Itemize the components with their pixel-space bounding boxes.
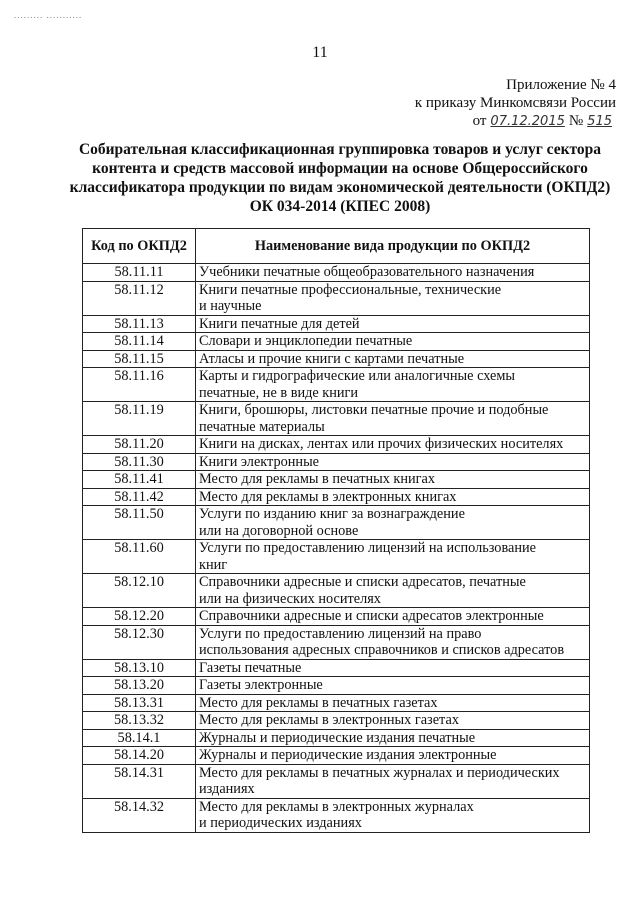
row-code: 58.13.31 (83, 694, 196, 712)
annex-number-label: № (568, 113, 584, 129)
table-row (83, 694, 590, 712)
annex-date-handwritten: 07.12.2015 (490, 114, 565, 129)
row-code: 58.11.16 (83, 368, 196, 402)
table-row (83, 506, 590, 540)
title-line-3: классификатора продукции по видам экономической деятельности (ОКПД2) (69, 179, 611, 196)
header-code: Код по ОКПД2 (83, 229, 196, 264)
row-code: 58.11.60 (83, 540, 196, 574)
row-name: Справочники адресные и списки адресатов электронные (196, 608, 590, 626)
row-code: 58.12.10 (83, 574, 196, 608)
row-code: 58.13.10 (83, 659, 196, 677)
row-code: 58.11.14 (83, 333, 196, 351)
row-name: Место для рекламы в электронных журналах и периодических изданиях (196, 798, 590, 832)
table-row (83, 281, 590, 315)
title-line-4: ОК 034-2014 (КПЕС 2008) (249, 198, 431, 215)
table-row (83, 264, 590, 282)
document-title (60, 140, 620, 216)
row-code: 58.11.15 (83, 350, 196, 368)
row-code: 58.14.1 (83, 729, 196, 747)
table-row (83, 315, 590, 333)
page-number: 11 (312, 44, 328, 61)
table-row (83, 625, 590, 659)
row-code: 58.11.20 (83, 436, 196, 454)
row-name: Учебники печатные общеобразовательного назначения (196, 264, 590, 282)
row-code: 58.14.31 (83, 764, 196, 798)
table-row (83, 764, 590, 798)
table-row (83, 608, 590, 626)
row-code: 58.11.11 (83, 264, 196, 282)
row-code: 58.13.32 (83, 712, 196, 730)
row-name: Справочники адресные и списки адресатов, печатные или на физических носителях (196, 574, 590, 608)
row-code: 58.11.30 (83, 453, 196, 471)
table-body (83, 264, 590, 833)
row-name: Книги печатные профессиональные, технические и научные (196, 281, 590, 315)
annex-header (415, 76, 616, 131)
row-code: 58.11.41 (83, 471, 196, 489)
table-row (83, 747, 590, 765)
table-row (83, 712, 590, 730)
annex-from-label: от (472, 113, 487, 129)
annex-number-handwritten: 515 (587, 114, 612, 129)
table-row (83, 540, 590, 574)
row-name: Услуги по предоставлению лицензий на право использования адресных справочников и списков адресатов (196, 625, 590, 659)
annex-line-3 (415, 112, 616, 131)
table-row (83, 729, 590, 747)
table-row (83, 368, 590, 402)
row-name: Место для рекламы в печатных журналах и периодических изданиях (196, 764, 590, 798)
row-code: 58.12.20 (83, 608, 196, 626)
table-row (83, 350, 590, 368)
row-code: 58.11.19 (83, 402, 196, 436)
row-name: Услуги по предоставлению лицензий на использование книг (196, 540, 590, 574)
row-name: Карты и гидрографические или аналогичные схемы печатные, не в виде книги (196, 368, 590, 402)
table-row (83, 798, 590, 832)
table-row (83, 659, 590, 677)
title-line-1: Собирательная классификационная группировка товаров и услуг сектора (78, 141, 602, 158)
row-code: 58.11.42 (83, 488, 196, 506)
row-name: Журналы и периодические издания печатные (196, 729, 590, 747)
row-name: Словари и энциклопедии печатные (196, 333, 590, 351)
row-name: Книги, брошюры, листовки печатные прочие и подобные печатные материалы (196, 402, 590, 436)
okpd-table (82, 228, 590, 833)
row-name: Книги электронные (196, 453, 590, 471)
row-name: Журналы и периодические издания электронные (196, 747, 590, 765)
table-row (83, 471, 590, 489)
table-row (83, 453, 590, 471)
row-name: Газеты электронные (196, 677, 590, 695)
row-name: Газеты печатные (196, 659, 590, 677)
row-code: 58.11.13 (83, 315, 196, 333)
table-row (83, 488, 590, 506)
row-code: 58.12.30 (83, 625, 196, 659)
table-row (83, 677, 590, 695)
row-code: 58.14.32 (83, 798, 196, 832)
row-name: Место для рекламы в электронных книгах (196, 488, 590, 506)
table-row (83, 333, 590, 351)
row-code: 58.11.12 (83, 281, 196, 315)
header-name: Наименование вида продукции по ОКПД2 (196, 229, 590, 264)
row-code: 58.13.20 (83, 677, 196, 695)
table-header-row (83, 229, 590, 264)
row-code: 58.14.20 (83, 747, 196, 765)
row-name: Место для рекламы в печатных газетах (196, 694, 590, 712)
row-name: Книги печатные для детей (196, 315, 590, 333)
annex-line-1: Приложение № 4 (506, 77, 616, 93)
row-name: Книги на дисках, лентах или прочих физических носителях (196, 436, 590, 454)
row-code: 58.11.50 (83, 506, 196, 540)
annex-line-2: к приказу Минкомсвязи России (414, 95, 616, 111)
scan-marks: ......... ........... (14, 10, 83, 20)
table-row (83, 402, 590, 436)
table-row (83, 574, 590, 608)
table-row (83, 436, 590, 454)
row-name: Место для рекламы в электронных газетах (196, 712, 590, 730)
row-name: Атласы и прочие книги с картами печатные (196, 350, 590, 368)
row-name: Место для рекламы в печатных книгах (196, 471, 590, 489)
title-line-2: контента и средств массовой информации на основе Общероссийского (92, 160, 588, 177)
row-name: Услуги по изданию книг за вознаграждение или на договорной основе (196, 506, 590, 540)
